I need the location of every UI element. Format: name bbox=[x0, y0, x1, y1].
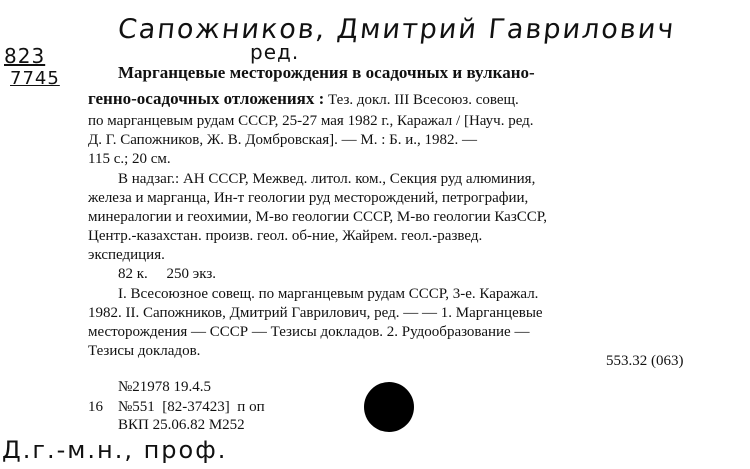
card-line-6: В надзаг.: АН СССР, Межвед. литол. ком., Секция руд алюминия, bbox=[118, 171, 536, 187]
card-line-7: железа и марганца, Ин-т геологии руд месторождений, петрографии, bbox=[88, 190, 529, 206]
card-line-12: I. Всесоюзное совещ. по марганцевым рудам СССР, 3-е. Каражал. bbox=[118, 286, 539, 302]
handwritten-code-bottom: 7745 bbox=[10, 68, 60, 89]
title-bold-1: Марганцевые месторождения в осадочных и вулкано- bbox=[118, 63, 535, 82]
card-line-13: 1982. II. Сапожников, Дмитрий Гаврилович, ред. — — 1. Марганцевые bbox=[88, 305, 543, 321]
title-line-2 bbox=[88, 90, 519, 109]
stamp-line-3: ВКП 25.06.82 М252 bbox=[118, 417, 245, 433]
card-line-15: Тезисы докладов. bbox=[88, 343, 201, 359]
card-line-8: минералогии и геохимии, М-во геологии СССР, М-во геологии КазССР, bbox=[88, 209, 547, 225]
card-line-3: по марганцевым рудам СССР, 25-27 мая 1982 г., Каражал / [Науч. ред. bbox=[88, 113, 534, 129]
card-line-14: месторождения — СССР — Тезисы докладов. 2. Рудообразование — bbox=[88, 324, 530, 340]
card-line-5: 115 с.; 20 см. bbox=[88, 151, 171, 167]
handwritten-role: ред. bbox=[250, 40, 300, 64]
title-line-1 bbox=[118, 64, 535, 83]
handwritten-bottom-note: Д.г.-м.н., проф. bbox=[2, 436, 228, 464]
card-line-11: 82 к. 250 экз. bbox=[118, 266, 216, 282]
card-line-10: экспедиция. bbox=[88, 247, 165, 263]
handwritten-author: Сапожников, Дмитрий Гаврилович bbox=[116, 14, 677, 45]
stamp-line-1: №21978 19.4.5 bbox=[118, 379, 212, 395]
title-bold-2: генно-осадочных отложениях : bbox=[88, 89, 325, 108]
title-rest: Тез. докл. III Всесоюз. совещ. bbox=[324, 92, 519, 108]
card-line-9: Центр.-казахстан. произв. геол. об-ние, Жайрем. геол.-развед. bbox=[88, 228, 483, 244]
stamp-number: 16 bbox=[88, 399, 103, 415]
handwritten-code-top: 823 bbox=[4, 44, 46, 68]
udc-code: 553.32 (063) bbox=[606, 353, 684, 369]
punch-hole bbox=[364, 382, 414, 432]
stamp-line-2: №551 [82-37423] п оп bbox=[118, 399, 265, 415]
card-line-4: Д. Г. Сапожников, Ж. В. Домбровская]. — М. : Б. и., 1982. — bbox=[88, 132, 478, 148]
